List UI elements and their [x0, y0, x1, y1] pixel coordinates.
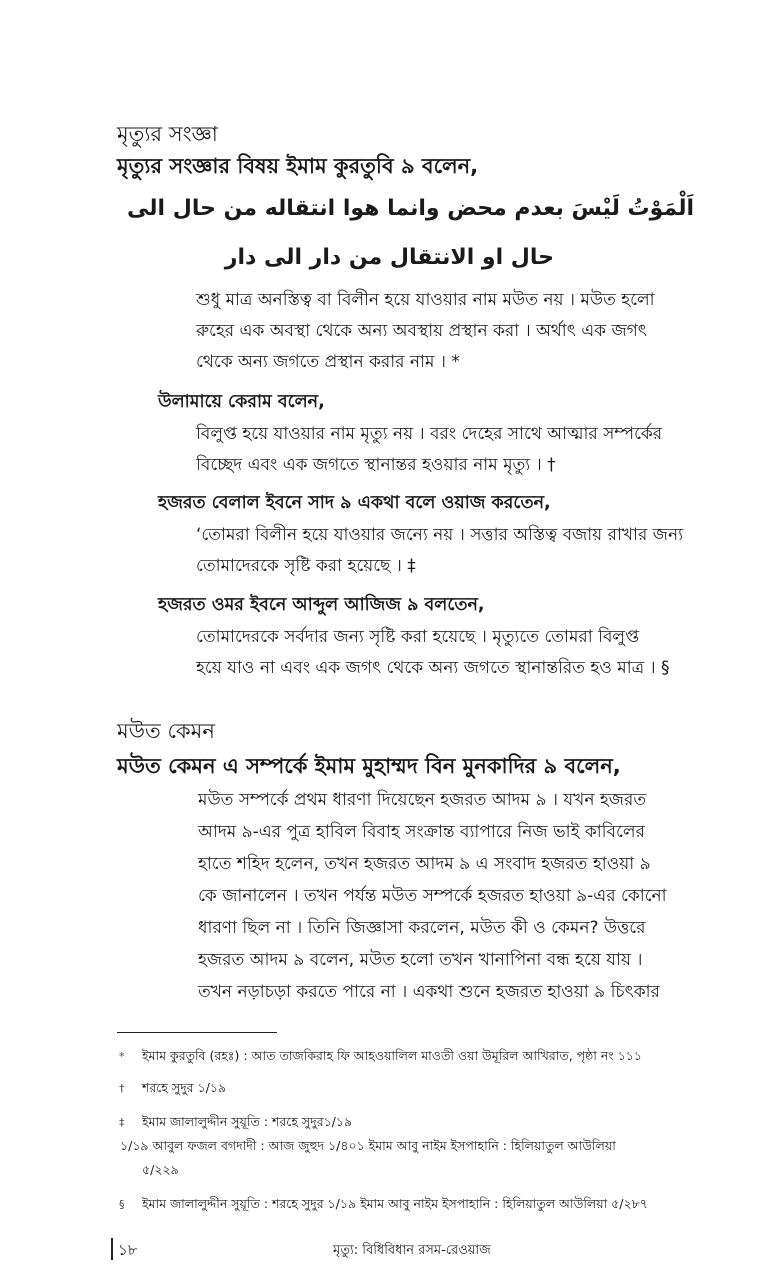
footnote-text: ৫/২২৯ — [142, 1162, 179, 1177]
paragraph-line: তোমাদেরকে সৃষ্টি করা হয়েছে । ‡ — [196, 556, 416, 576]
paragraph-line: আদম ৯-এর পুত্র হাবিল বিবাহ সংক্রান্ত ব্যাপারে নিজ ভাই কাবিলের — [198, 822, 645, 842]
paragraph-line: হয়ে যাও না এবং এক জগৎ থেকে অন্য জগতে স্থানান্তরিত হও মাত্র । § — [196, 658, 670, 678]
paragraph-line: মউত সম্পর্কে প্রথম ধারণা দিয়েছেন হজরত আদম ৯ । যখন হজরত — [198, 790, 647, 810]
paragraph-line: হাতে শহিদ হলেন, তখন হজরত আদম ৯ এ সংবাদ হজরত হাওয়া ৯ — [198, 854, 651, 874]
footnote-mark: * — [119, 1050, 125, 1063]
page-number: ১৮ — [118, 1241, 138, 1259]
footnote-text: ইমাম জালালুদ্দীন সুয়ূতি : শরহে সুদুর ১/১৯ ইমাম আবু নাইম ইসপাহানি : হিলিয়াতুল আউলিয়া ৫/২৮৭ — [142, 1196, 648, 1211]
subsection-heading: হজরত ওমর ইবনে আব্দুল আজিজ ৯ বলতেন, — [158, 595, 485, 615]
page-number-bar — [111, 1238, 113, 1260]
footnote-divider — [117, 1032, 277, 1033]
paragraph-line: ‘তোমরা বিলীন হয়ে যাওয়ার জন্যে নয় । সত্তার অস্তিত্ব বজায় রাখার জন্য — [196, 525, 684, 545]
running-title: মৃত্যু: বিধিবিধান রসম-রেওয়াজ — [333, 1243, 491, 1258]
paragraph-line: কে জানালেন । তখন পর্যন্ত মউত সম্পর্কে হজরত হাওয়া ৯-এর কোনো — [198, 886, 667, 906]
paragraph-line: বিলুপ্ত হয়ে যাওয়ার নাম মৃত্যু নয় । বরং দেহের সাথে আত্মার সম্পর্কের — [196, 424, 663, 444]
paragraph-line: তোমাদেরকে সর্বদার জন্য সৃষ্টি করা হয়েছে । মৃত্যুতে তোমরা বিলুপ্ত — [196, 627, 640, 647]
footnote-text: ইমাম জালালুদ্দীন সুয়ূতি : শরহে সুদুর১/১৯ — [142, 1114, 353, 1129]
paragraph-line: হজরত আদম ৯ বলেন, মউত হলো তখন খানাপিনা বন্ধ হয়ে যায় । — [198, 950, 643, 970]
paragraph-line: থেকে অন্য জগতে প্রস্থান করার নাম । * — [196, 352, 460, 372]
paragraph-line: তখন নড়াচড়া করতে পারে না । একথা শুনে হজরত হাওয়া ৯ চিৎকার — [198, 982, 660, 1002]
arabic-quote-line-2: حال او الانتقال من دار الى دار — [224, 245, 554, 270]
paragraph-line: ধারণা ছিল না । তিনি জিজ্ঞাসা করলেন, মউত কী ও কেমন? উত্তরে — [198, 918, 646, 938]
subsection-heading: উলামায়ে কেরাম বলেন, — [158, 392, 325, 412]
paragraph-line: বিচ্ছেদ এবং এক জগতে স্থানান্তর হওয়ার নাম মৃত্যু । † — [196, 455, 556, 475]
section-intro: মউত কেমন এ সম্পর্কে ইমাম মুহাম্মদ বিন মুনকাদির ৯ বলেন, — [117, 754, 621, 778]
paragraph-line: রুহের এক অবস্থা থেকে অন্য অবস্থায় প্রস্থান করা । অর্থাৎ এক জগৎ — [196, 321, 647, 341]
footnote-text: ইমাম কুরতুবি (রহঃ) : আত তাজকিরাহ ফি আহওয়ালিল মাওতী ওয়া উমূরিল আখিরাত, পৃষ্ঠা নং ১১১ — [142, 1048, 643, 1063]
footnote-mark: † — [119, 1082, 125, 1095]
section-heading: মৃত্যুর সংজ্ঞা — [117, 122, 218, 146]
footnote-mark: § — [119, 1198, 125, 1211]
footnote-text: ১/১৯ আবুল ফজল বগদাদী : আজ জুহুদ ১/৪০১ ইমাম আবু নাইম ইসপাহানি : হিলিয়াতুল আউলিয়া — [120, 1138, 616, 1153]
section-intro: মৃত্যুর সংজ্ঞার বিষয় ইমাম কুরতুবি ৯ বলেন, — [117, 154, 479, 178]
paragraph-line: শুধু মাত্র অনস্তিত্ব বা বিলীন হয়ে যাওয়ার নাম মউত নয় । মউত হলো — [196, 290, 655, 310]
section-heading: মউত কেমন — [117, 719, 215, 743]
arabic-quote-line-1: اَلْمَوْتُ لَيْسَ بعدم محض وانما هوا انتقاله من حال الى — [127, 196, 694, 221]
footnote-mark: ‡ — [119, 1116, 125, 1129]
footnote-text: শরহে সুদুর ১/১৯ — [142, 1080, 227, 1095]
subsection-heading: হজরত বেলাল ইবনে সাদ ৯ একথা বলে ওয়াজ করতেন, — [158, 493, 551, 513]
